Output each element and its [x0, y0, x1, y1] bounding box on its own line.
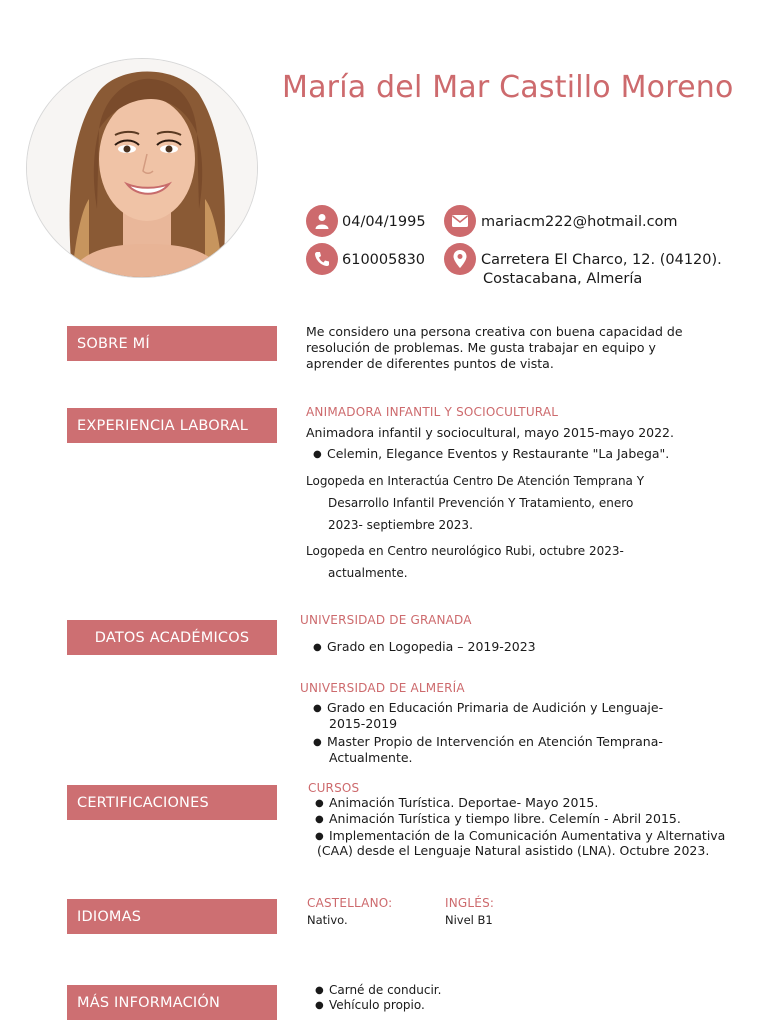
list-item-text: Master Propio de Intervención en Atención Temprana-	[327, 734, 663, 749]
job-entry-line: Desarrollo Infantil Prevención Y Tratamiento, enero	[328, 496, 634, 510]
list-item-text: Vehículo propio.	[329, 998, 425, 1012]
university-name: UNIVERSIDAD DE ALMERÍA	[300, 681, 465, 695]
bullet-icon: ●	[315, 985, 324, 996]
bullet-icon: ●	[313, 642, 322, 653]
full-name: María del Mar Castillo Moreno	[282, 70, 734, 105]
about-text	[306, 324, 683, 372]
envelope-icon	[444, 205, 476, 237]
list-item-text: Grado en Logopedia – 2019-2023	[327, 639, 536, 654]
list-item	[313, 734, 663, 749]
about-line: aprender de diferentes puntos de vista.	[306, 356, 554, 371]
list-item	[315, 828, 725, 843]
section-header-academic: DATOS ACADÉMICOS	[67, 620, 277, 655]
section-header-more-info: MÁS INFORMACIÓN	[67, 985, 277, 1020]
job-entry: Animadora infantil y sociocultural, mayo 2015-mayo 2022.	[306, 425, 674, 440]
language-name: INGLÉS:	[445, 896, 495, 910]
phone-icon	[306, 243, 338, 275]
bullet-icon: ●	[315, 798, 324, 809]
about-line: resolución de problemas. Me gusta trabajar en equipo y	[306, 340, 656, 355]
list-item	[315, 983, 441, 997]
bullet-icon: ●	[313, 703, 322, 714]
section-header-languages: IDIOMAS	[67, 899, 277, 934]
job-entry-line: 2023- septiembre 2023.	[328, 518, 473, 532]
language-name: CASTELLANO:	[307, 896, 393, 910]
list-item-continuation: (CAA) desde el Lenguaje Natural asistido (LNA). Octubre 2023.	[317, 843, 710, 858]
email[interactable]: mariacm222@hotmail.com	[481, 214, 678, 230]
bullet-icon: ●	[315, 831, 324, 842]
section-header-experience: EXPERIENCIA LABORAL	[67, 408, 277, 443]
list-item	[315, 998, 425, 1012]
bullet-icon: ●	[315, 1000, 324, 1011]
list-item-text: Grado en Educación Primaria de Audición y Lenguaje-	[327, 700, 664, 715]
university-name: UNIVERSIDAD DE GRANADA	[300, 613, 472, 627]
job-entry-line: Logopeda en Interactúa Centro De Atención Temprana Y	[306, 474, 645, 488]
list-item-text: Animación Turística. Deportae- Mayo 2015.	[329, 795, 599, 810]
birthdate: 04/04/1995	[342, 214, 426, 230]
bullet-icon: ●	[313, 737, 322, 748]
experience-subtitle: ANIMADORA INFANTIL Y SOCIOCULTURAL	[306, 405, 559, 419]
map-pin-icon	[444, 243, 476, 275]
list-item	[315, 795, 598, 810]
section-header-certifications: CERTIFICACIONES	[67, 785, 277, 820]
list-item	[313, 639, 536, 654]
list-item-text: Carné de conducir.	[329, 983, 442, 997]
list-item-text: Animación Turística y tiempo libre. Celemín - Abril 2015.	[329, 811, 681, 826]
section-header-about: SOBRE MÍ	[67, 326, 277, 361]
list-item-text: Celemin, Elegance Eventos y Restaurante "La Jabega".	[327, 446, 670, 461]
about-line: Me considero una persona creativa con buena capacidad de	[306, 324, 683, 339]
job-entry-line: Logopeda en Centro neurológico Rubi, octubre 2023-	[306, 544, 624, 558]
list-item	[313, 446, 669, 461]
list-item	[315, 811, 681, 826]
address-line-2: Costacabana, Almería	[483, 271, 643, 287]
portrait-image	[27, 59, 257, 277]
list-item-continuation: 2015-2019	[329, 716, 398, 731]
bullet-icon: ●	[313, 449, 322, 460]
language-level: Nativo.	[307, 913, 348, 927]
profile-photo	[26, 58, 258, 278]
list-item-text: Implementación de la Comunicación Aumentativa y Alternativa	[329, 828, 726, 843]
list-item-continuation: Actualmente.	[329, 750, 413, 765]
job-entry-line: actualmente.	[328, 566, 408, 580]
list-item	[313, 700, 663, 715]
address-line-1: Carretera El Charco, 12. (04120).	[481, 252, 722, 268]
phone-number[interactable]: 610005830	[342, 252, 426, 268]
bullet-icon: ●	[315, 814, 324, 825]
courses-subtitle: CURSOS	[308, 781, 360, 795]
user-icon	[306, 205, 338, 237]
language-level: Nivel B1	[445, 913, 493, 927]
